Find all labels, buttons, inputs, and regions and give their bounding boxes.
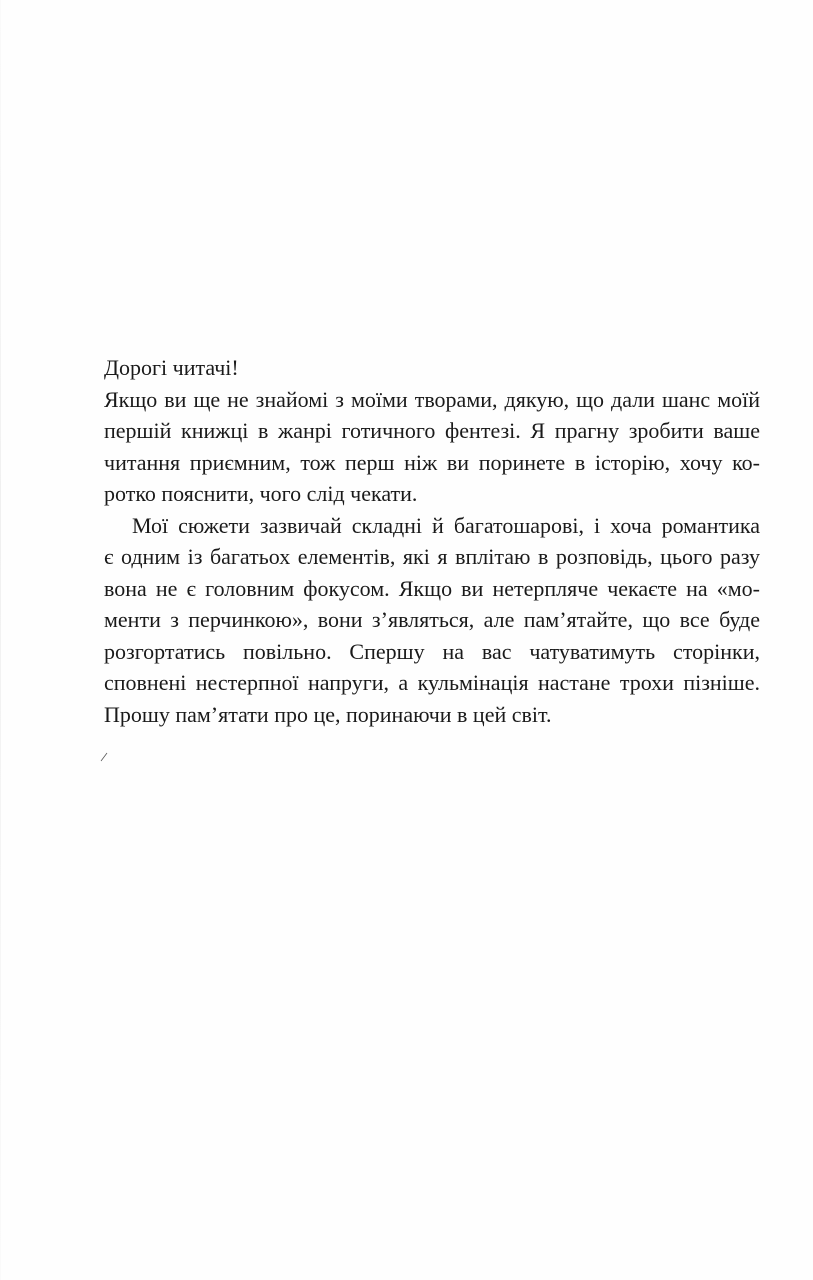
paragraph-2-line: Прошу пам’ятати про це, поринаючи в цей світ. <box>104 701 552 727</box>
paragraph-1-line: Якщо ви ще не знайомі з моїми творами, дякую, що дали шанс моїй <box>104 386 760 412</box>
paragraph-2-line: сповнені нестерпної напруги, а кульмінація настане трохи пізніше. <box>104 670 760 695</box>
paragraph-1-line: першій книжці в жанрі готичного фентезі. Я прагну зробити ваше <box>104 418 760 443</box>
author-note <box>104 352 760 730</box>
paragraph-1 <box>104 384 760 510</box>
paragraph-2-line: розгортатись повільно. Спершу на вас чатуватимуть сторінки, <box>104 638 760 664</box>
paragraph-2 <box>104 510 760 731</box>
scan-speck <box>100 752 108 762</box>
paragraph-1-line: читання приємним, тож перш ніж ви поринете в історію, хочу ко- <box>104 449 760 475</box>
paragraph-1-line: ротко пояснити, чого слід чекати. <box>104 481 418 506</box>
paragraph-2-line: Мої сюжети зазвичай складні й багатошарові, і хоча романтика <box>132 512 760 538</box>
scan-edge <box>0 0 1 1280</box>
paragraph-2-line: менти з перчинкою», вони з’являться, але пам’ятайте, що все буде <box>104 607 760 632</box>
greeting: Дорогі читачі! <box>104 355 239 380</box>
paragraph-2-line: вона не є головним фокусом. Якщо ви нетерпляче чекаєте на «мо- <box>104 575 760 601</box>
paragraph-2-line: є одним із багатьох елементів, які я вплітаю в розповідь, цього разу <box>104 544 760 569</box>
